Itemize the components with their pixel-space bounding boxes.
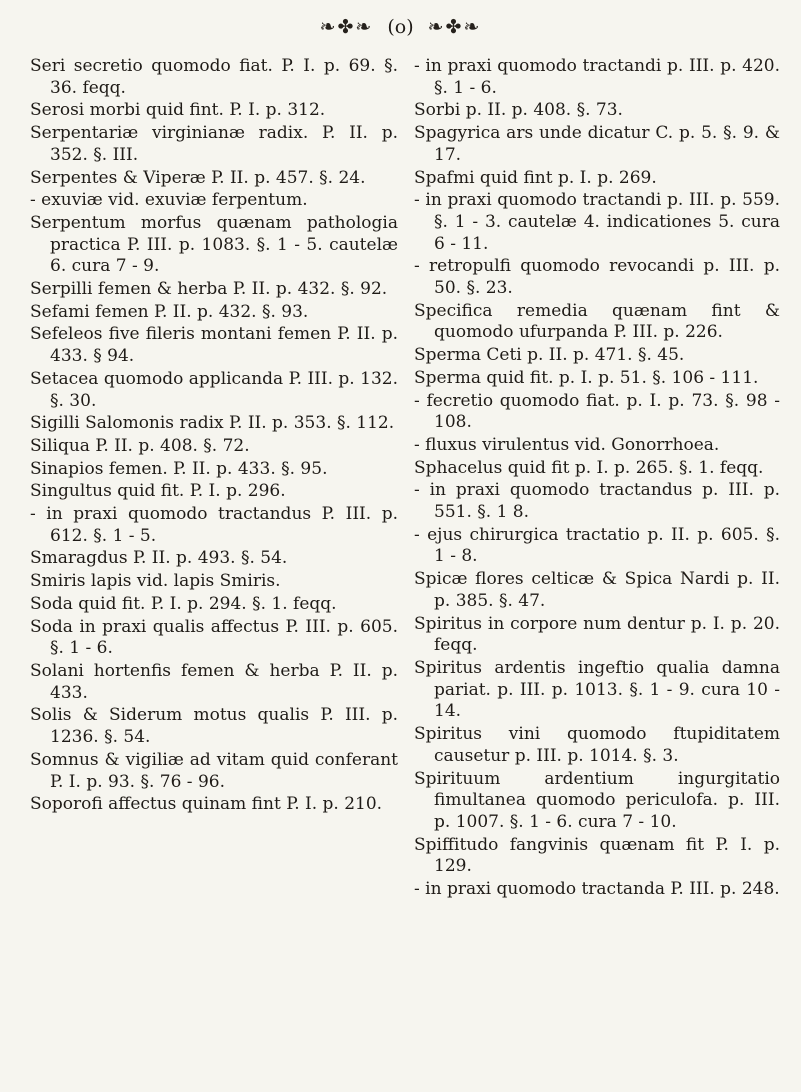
index-entry: Soporofi affectus quinam fint P. I. p. 210. xyxy=(30,794,383,815)
index-entry: Serpentes & Viperæ P. II. p. 457. §. 24. xyxy=(30,167,366,188)
index-entry: - fecretio quomodo fiat. p. I. p. 73. §. 98 - 108. xyxy=(414,390,780,433)
index-entry: - ejus chirurgica tractatio p. II. p. 605. §. 1 - 8. xyxy=(414,524,780,567)
index-entry: Spicæ flores celticæ & Spica Nardi p. II. p. 385. §. 47. xyxy=(414,569,780,611)
index-entry: - in praxi quomodo tractandi p. III. p. 420. §. 1 - 6. xyxy=(414,56,780,98)
index-entry: Solani hortenfis femen & herba P. II. p. 433. xyxy=(30,660,398,703)
index-entry: Somnus & vigiliæ ad vitam quid conferant P. I. p. 93. §. 76 - 96. xyxy=(30,749,398,792)
index-entry: Smaragdus P. II. p. 493. §. 54. xyxy=(30,548,288,569)
index-entry: Spiritus vini quomodo ftupiditatem causetur p. III. p. 1014. §. 3. xyxy=(414,724,780,766)
index-entry: Spiritus ardentis ingeftio qualia damna pariat. p. III. p. 1013. §. 1 - 9. cura 10 - 14. xyxy=(414,657,780,722)
index-entry: Singultus quid fit. P. I. p. 296. xyxy=(30,481,286,502)
index-entry: Sperma quid fit. p. I. p. 51. §. 106 - 111. xyxy=(414,367,759,388)
index-entry: Spiffitudo fangvinis quænam fit P. I. p. 129. xyxy=(414,834,780,877)
index-entry: Setacea quomodo applicanda P. III. p. 132. §. 30. xyxy=(30,368,398,411)
index-entry: Sefeleos five fileris montani femen P. II. p. 433. § 94. xyxy=(30,324,398,367)
index-entry: Spagyrica ars unde dicatur C. p. 5. §. 9. & 17. xyxy=(414,123,780,165)
index-entry: Sefami femen P. II. p. 432. §. 93. xyxy=(30,301,309,322)
index-entry: Spafmi quid fint p. I. p. 269. xyxy=(414,167,657,188)
left-index-column xyxy=(30,56,398,817)
index-entry: - in praxi quomodo tractanda P. III. p. 248. xyxy=(414,879,780,900)
index-entry: - exuviæ vid. exuviæ ferpentum. xyxy=(30,190,308,211)
index-entry: - fluxus virulentus vid. Gonorrhoea. xyxy=(414,434,720,455)
index-entry: Solis & Siderum motus qualis P. III. p. 1236. §. 54. xyxy=(30,705,398,748)
index-entry: - in praxi quomodo tractandus P. III. p. 612. §. 1 - 5. xyxy=(30,504,398,546)
index-entry: Seri secretio quomodo fiat. P. I. p. 69. §. 36. feqq. xyxy=(30,56,398,98)
index-entry: Soda quid fit. P. I. p. 294. §. 1. feqq. xyxy=(30,593,337,614)
index-entry: Serpentum morfus quænam pathologia practica P. III. p. 1083. §. 1 - 5. cautelæ 6. cura 7 - 9. xyxy=(30,212,398,277)
index-entry: Smiris lapis vid. lapis Smiris. xyxy=(30,571,281,592)
right-index-column xyxy=(414,56,780,902)
index-entry: - retropulfi quomodo revocandi p. III. p. 50. §. 23. xyxy=(414,256,780,299)
index-entry: Serosi morbi quid fint. P. I. p. 312. xyxy=(30,100,326,121)
index-entry: Sorbi p. II. p. 408. §. 73. xyxy=(414,100,623,121)
index-entry: Siliqua P. II. p. 408. §. 72. xyxy=(30,435,250,456)
index-entry: Sigilli Salomonis radix P. II. p. 353. §. 112. xyxy=(30,413,395,434)
index-entry: Serpentariæ virginianæ radix. P. II. p. 352. §. III. xyxy=(30,123,398,165)
header-ornament-right: ❧✤❧ xyxy=(427,16,482,38)
page-header xyxy=(0,8,801,46)
index-entry: Sphacelus quid fit p. I. p. 265. §. 1. feqq. xyxy=(414,457,764,478)
index-entry: Spiritus in corpore num dentur p. I. p. 20. feqq. xyxy=(414,613,780,656)
index-entry: Sinapios femen. P. II. p. 433. §. 95. xyxy=(30,458,328,479)
index-entry: Specifica remedia quænam fint & quomodo ufurpanda P. III. p. 226. xyxy=(414,300,780,343)
index-entry: - in praxi quomodo tractandus p. III. p. 551. §. 1 8. xyxy=(414,480,780,523)
index-entry: Sperma Ceti p. II. p. 471. §. 45. xyxy=(414,345,685,366)
index-entry: Spirituum ardentium ingurgitatio fimultanea quomodo periculofa. p. III. p. 1007. §. 1 - 6. cura 7 - 10. xyxy=(414,768,780,832)
header-ornament-left: ❧✤❧ xyxy=(319,16,374,38)
index-entry: Serpilli femen & herba P. II. p. 432. §. 92. xyxy=(30,279,388,300)
page-number: (o) xyxy=(387,16,414,38)
index-entry: Soda in praxi qualis affectus P. III. p. 605. §. 1 - 6. xyxy=(30,616,398,659)
index-entry: - in praxi quomodo tractandi p. III. p. 559. §. 1 - 3. cautelæ 4. indicationes 5. cura 6 - 11. xyxy=(414,190,780,254)
